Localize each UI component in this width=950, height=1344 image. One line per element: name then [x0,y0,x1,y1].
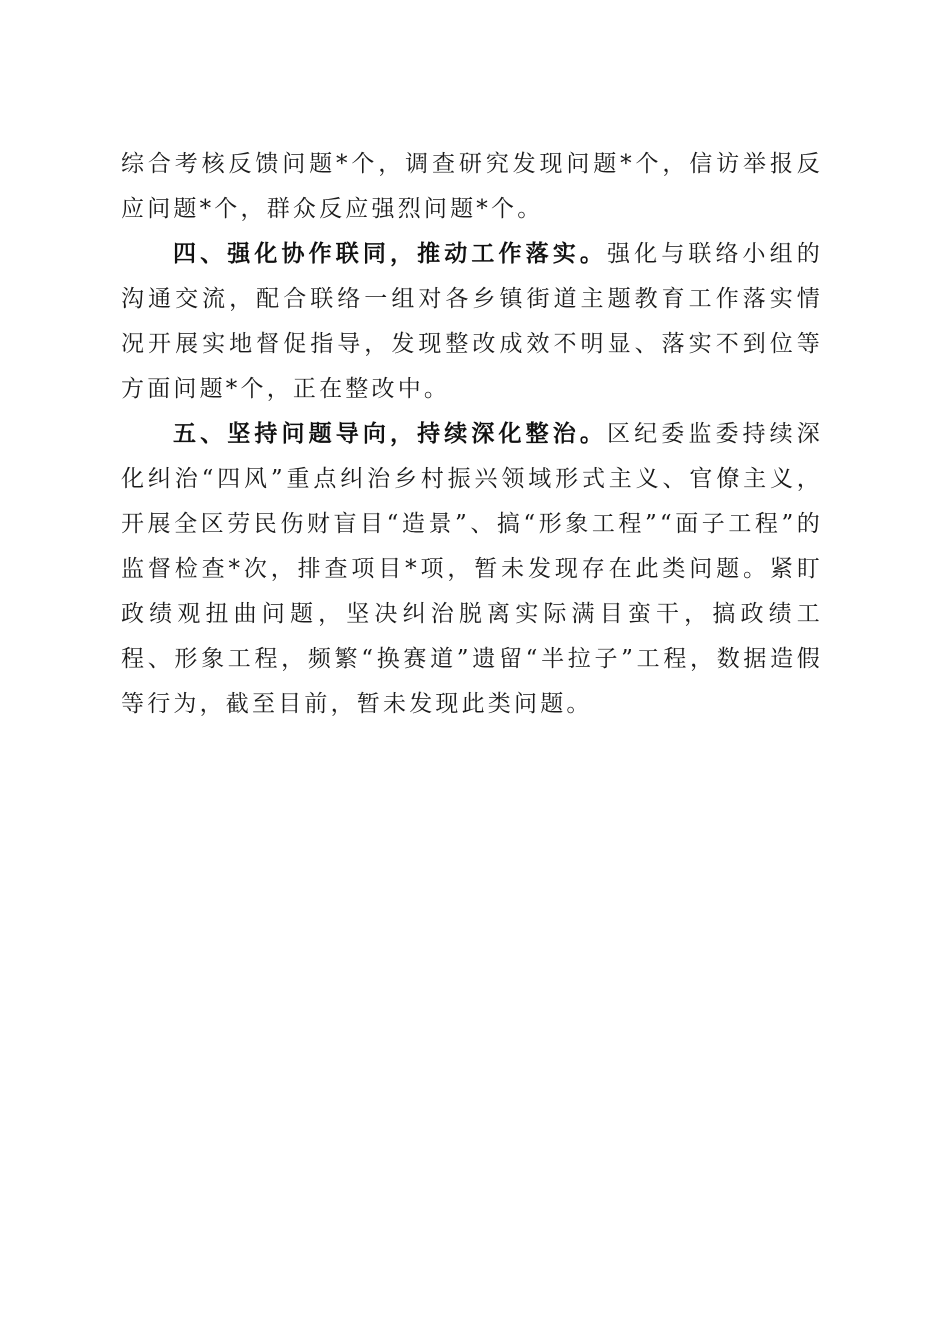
paragraph-text: 综合考核反馈问题*个，调查研究发现问题*个，信访举报反应问题*个，群众反应强烈问题*个。 [121,151,823,222]
section-four-text: 强化与联络小组的沟通交流，配合联络一组对各乡镇街道主题教育工作落实情况开展实地督促指导，发现整改成效不明显、落实不到位等方面问题*个，正在整改中。 [121,241,824,402]
section-five-text: 区纪委监委持续深化纠治“四风”重点纠治乡村振兴领域形式主义、官僚主义，开展全区劳民伤财盲目“造景”、搞“形象工程”“面子工程”的监督检查*次，排查项目*项，暂未发现存在此类问题。紧盯政绩观扭曲问题，坚决纠治脱离实际满目蛮干，搞政绩工程、形象工程，频繁“换赛道”遗留“半拉子”工程，数据造假等行为，截至目前，暂未发现此类问题。 [121,421,824,717]
paragraph-section-five [121,412,823,727]
paragraph-section-four [121,232,823,412]
paragraph-continuation [121,142,823,232]
document-body [121,142,823,727]
section-four-heading: 四、强化协作联同，推动工作落实。 [173,241,607,267]
section-five-heading: 五、坚持问题导向，持续深化整治。 [173,421,607,447]
